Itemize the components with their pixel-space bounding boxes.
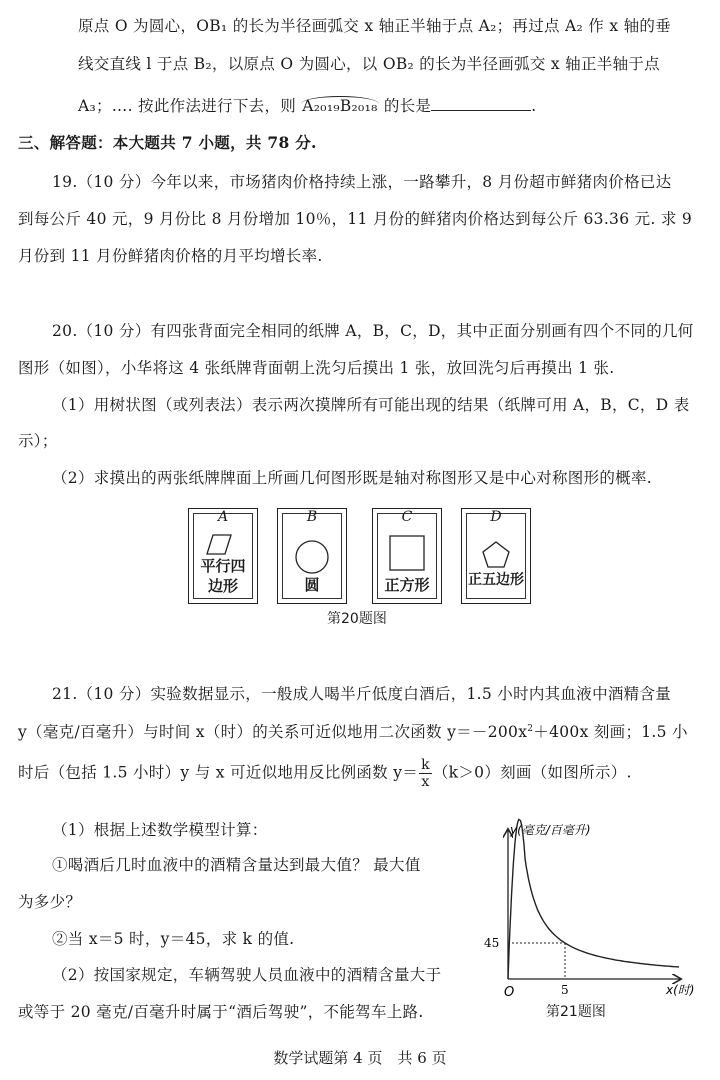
card-b-name: 圆 [304, 576, 320, 594]
card-a-name-2: 边形 [207, 577, 238, 595]
line3-suffix: 的长是 [378, 97, 432, 115]
card-c [372, 508, 442, 604]
card-d [461, 508, 531, 604]
x-tick-5: 5 [561, 983, 569, 997]
x-axis-label: x(时) [666, 983, 695, 997]
card-b [277, 508, 347, 604]
section-heading: 三、解答题：本大题共 7 小题，共 78 分. [18, 133, 317, 152]
q21-exponent: 2 [527, 723, 534, 734]
q19-line-3: 月份到 11 月份鲜猪肉价格的月平均增长率. [18, 247, 323, 265]
text-line-3 [78, 94, 536, 116]
text-line-1: 原点 O 为圆心，OB₁ 的长为半径画弧交 x 轴正半轴于点 A₂；再过点 A₂ 作 x 轴的垂 [78, 17, 671, 35]
card-a-name-1: 平行四 [200, 557, 246, 575]
text-line-2: 线交直线 l 于点 B₂，以原点 O 为圆心，以 OB₂ 的长为半径画弧交 x 轴正半轴于点 [78, 55, 660, 73]
page-footer: 数学试题第 4 页 共 6 页 [273, 1049, 447, 1067]
figure-21-chart [478, 822, 695, 1002]
q21-part-1a-line2: 为多少？ [18, 893, 82, 911]
q21-line-3-a: 时后（包括 1.5 小时）y 与 x 可近似地用反比例函数 y＝ [18, 763, 419, 782]
line3-prefix: A₃；…. 按此作法进行下去，则 [78, 97, 302, 115]
card-a [188, 508, 258, 604]
card-c-letter: C [401, 509, 413, 525]
q21-line-2-a: y（毫克/百毫升）与时间 x（时）的关系可近似地用二次函数 y＝－200x [18, 723, 528, 741]
alcohol-curve [508, 819, 679, 979]
q20-line-1: 20.（10 分）有四张背面完全相同的纸牌 A，B，C，D，其中正面分别画有四个不同的几何 [52, 322, 694, 340]
q20-line-3: （1）用树状图（或列表法）表示两次摸牌所有可能出现的结果（纸牌可用 A，B，C，D 表 [52, 396, 690, 414]
y-tick-45: 45 [484, 936, 500, 950]
q21-part-2-line2: 或等于 20 毫克/百毫升时属于“酒后驾驶”，不能驾车上路. [18, 1003, 424, 1021]
q21-line-3 [18, 757, 632, 790]
q21-part-1b: ②当 x＝5 时，y＝45，求 k 的值. [52, 930, 295, 948]
q21-line-2-b: ＋400x 刻画；1.5 小 [533, 723, 688, 741]
q21-line-2 [18, 720, 688, 742]
card-d-name: 正五边形 [468, 572, 524, 588]
card-d-letter: D [490, 509, 502, 525]
figure-21-caption: 第21题图 [546, 1004, 606, 1020]
q20-line-4: 示）； [18, 432, 58, 450]
card-c-name: 正方形 [384, 576, 430, 594]
line3-end: . [531, 97, 537, 115]
q21-part-1a-line1: ①喝酒后几时血液中的酒精含量达到最大值？ 最大值 [52, 856, 421, 874]
fraction-denominator: x [421, 774, 430, 790]
q20-line-2: 图形（如图），小华将这 4 张纸牌背面朝上洗匀后摸出 1 张，放回洗匀后再摸出 1 张. [18, 359, 615, 377]
q20-line-5: （2）求摸出的两张纸牌牌面上所画几何图形既是轴对称图形又是中心对称图形的概率. [52, 469, 652, 487]
card-b-letter: B [306, 509, 318, 525]
q21-part-1: （1）根据上述数学模型计算： [52, 821, 268, 839]
q19-line-2: 到每公斤 40 元，9 月份比 8 月份增加 10％，11 月份的鲜猪肉价格达到每公斤 63.36 元. 求 9 [18, 210, 693, 228]
card-a-letter: A [217, 509, 229, 525]
figure-20-caption: 第20题图 [327, 611, 387, 627]
origin-label: O [504, 985, 515, 1000]
fraction-numerator: k [421, 757, 430, 773]
y-axis-label: y(毫克/百毫升) [510, 823, 591, 837]
q21-line-3-b: （k＞0）刻画（如图所示）. [432, 763, 632, 782]
answer-blank[interactable] [431, 96, 531, 111]
q21-line-1: 21.（10 分）实验数据显示，一般成人喝半斤低度白酒后，1.5 小时内其血液中酒精含量 [52, 685, 672, 703]
arc-notation: A₂₀₁₉B₂₀₁₈ [302, 97, 378, 115]
q21-part-2-line1: （2）按国家规定，车辆驾驶人员血液中的酒精含量大于 [52, 966, 442, 984]
q19-line-1: 19.（10 分）今年以来，市场猪肉价格持续上涨，一路攀升，8 月份超市鲜猪肉价格已达 [52, 173, 672, 191]
fraction-k-over-x [419, 757, 432, 790]
